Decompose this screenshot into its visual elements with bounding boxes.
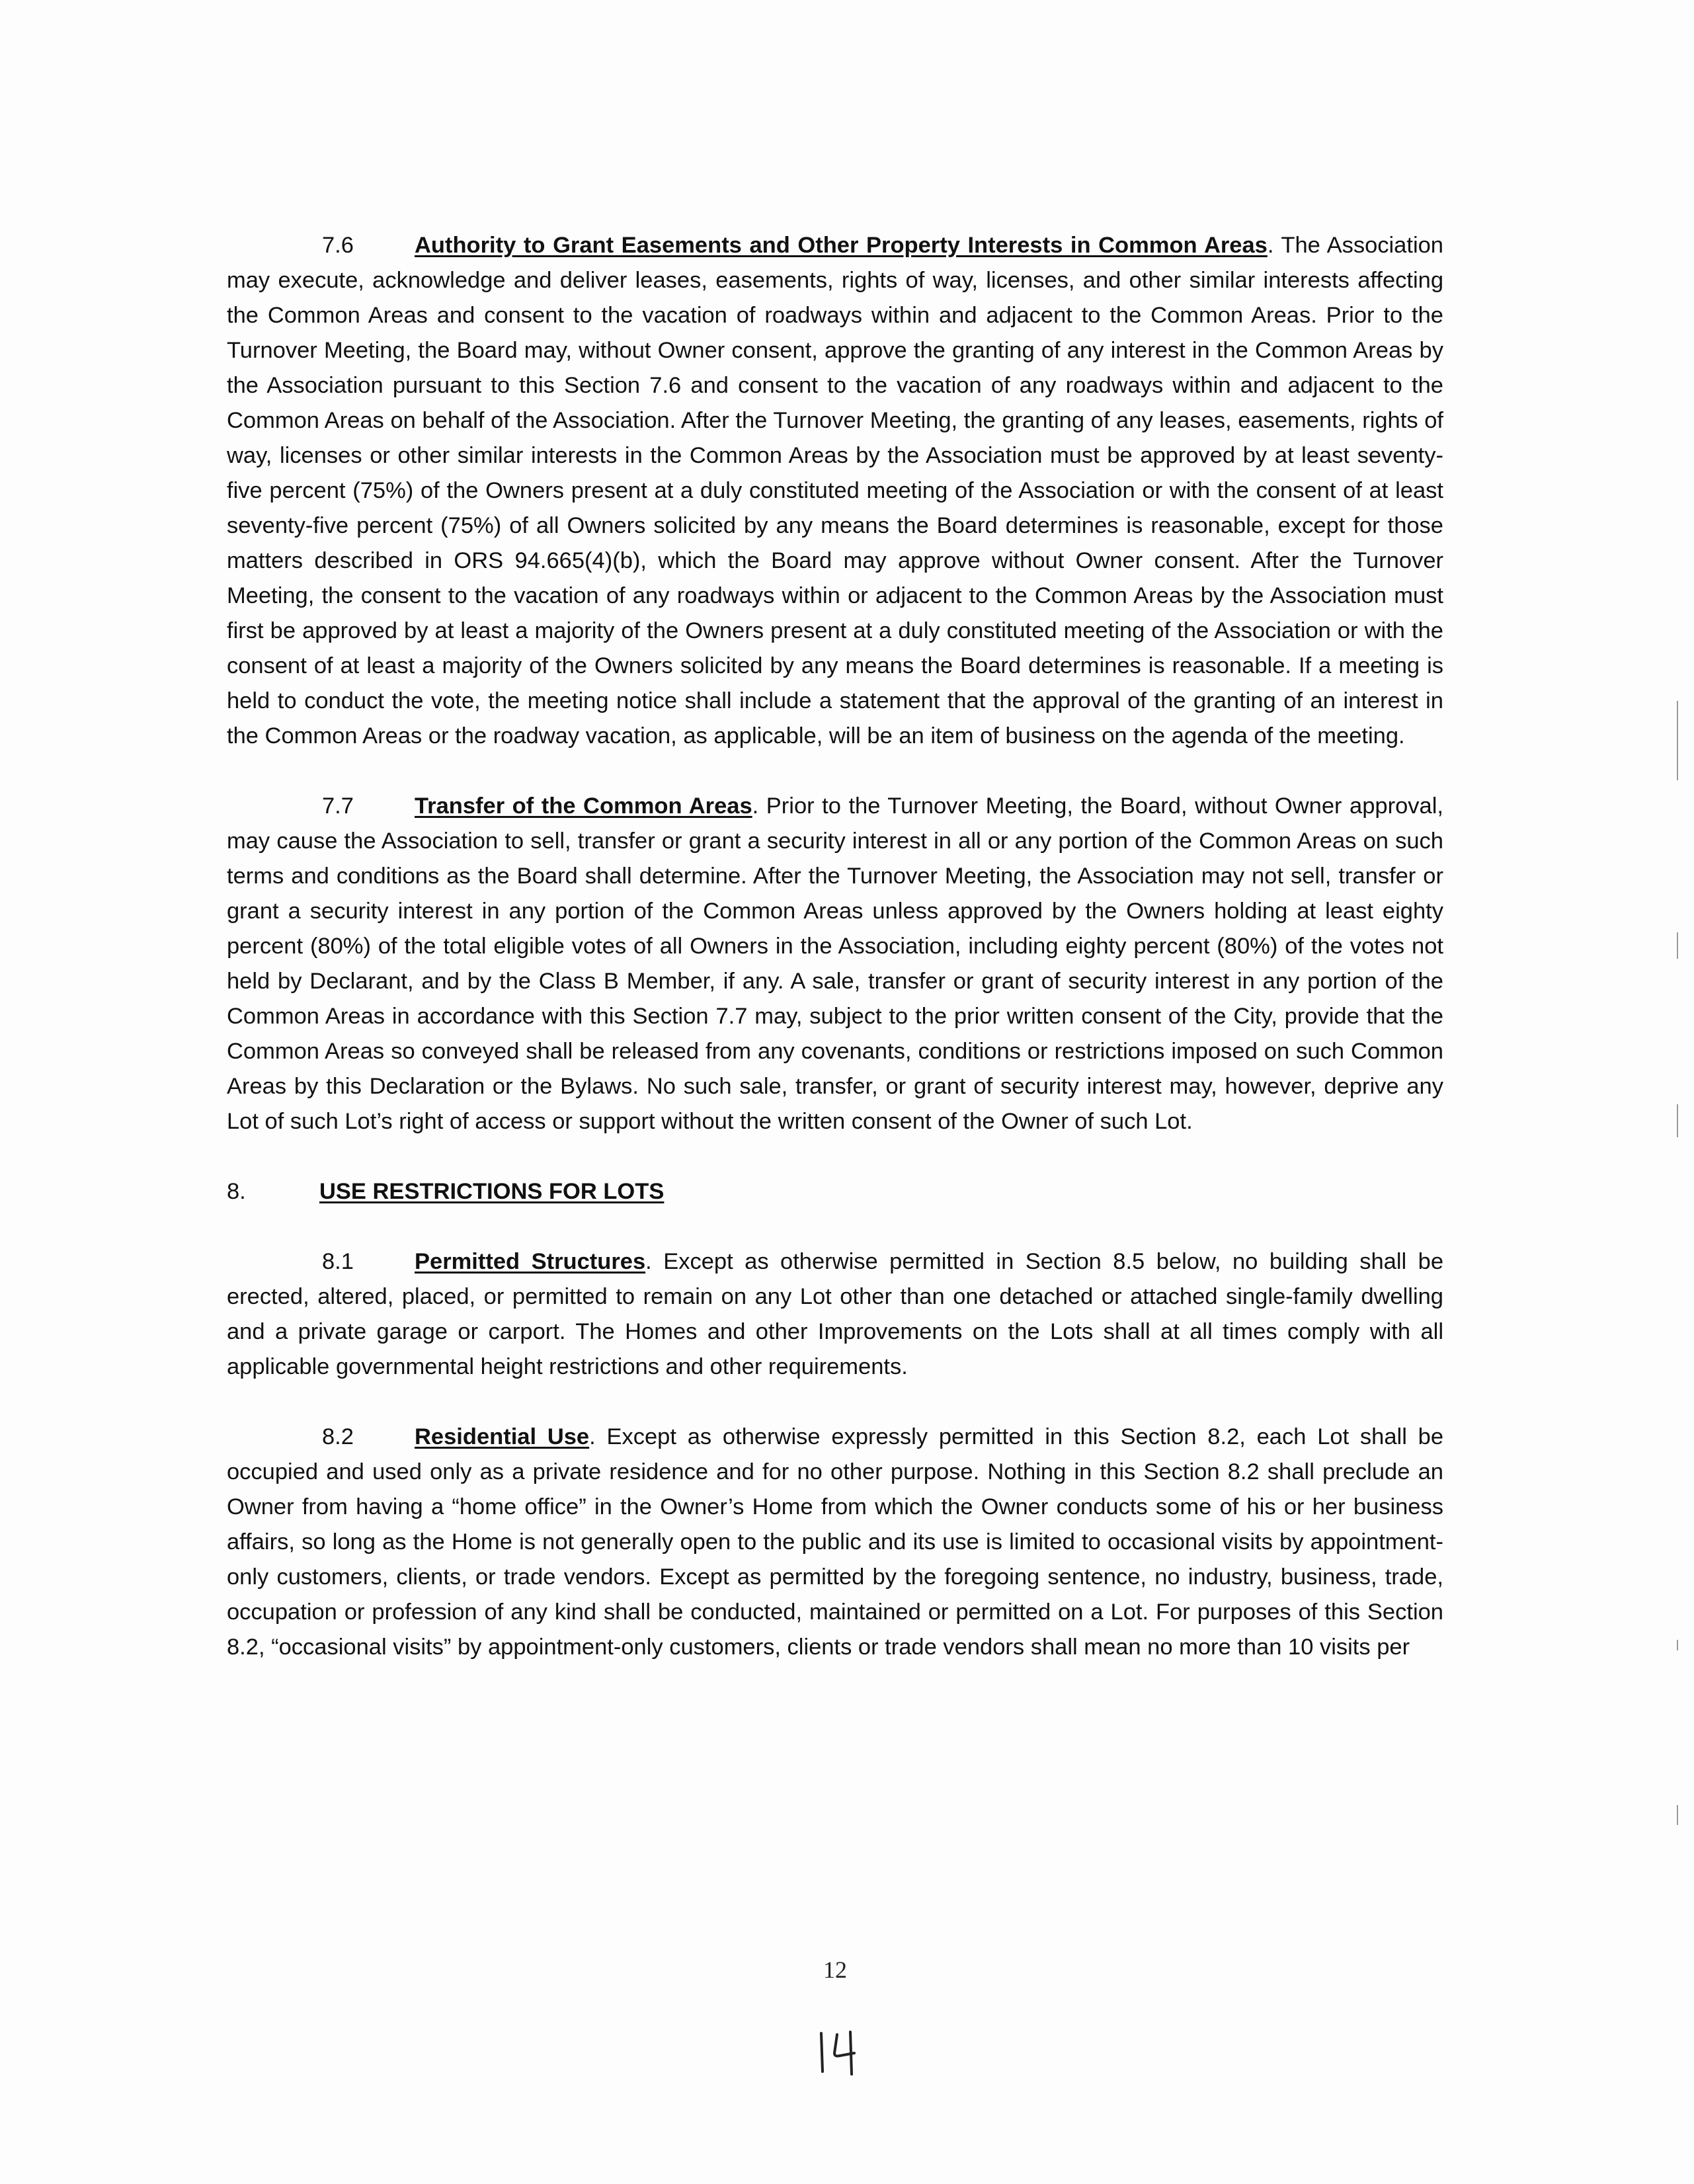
handwritten-page-number: [812, 2027, 871, 2080]
section-number: 8.1: [322, 1249, 354, 1274]
section-8-2: 8.2 Residential Use. Except as otherwise expressly permitted in this Section 8.2, each Lot shall be occupied and used only as a private residence and for no other purpose. Nothing in this Section 8.2 shall preclude an Owner from having a “home office” in the Owner’s Home from which the Owner conducts some of his or her business affairs, so long as the Home is not generally open to the public and its use is limited to occasional visits by appointment-only customers, clients, or trade vendors. Except as permitted by the foregoing sentence, no industry, business, trade, occupation or profession of any kind shall be conducted, maintained or permitted on a Lot. For purposes of this Section 8.2, “occasional visits” by appointment-only customers, clients or trade vendors shall mean no more than 10 visits per: [227, 1420, 1443, 1665]
section-8-heading: [227, 1174, 1443, 1209]
section-title: Authority to Grant Easements and Other Property Interests in Common Areas: [415, 233, 1268, 258]
scan-edge-mark: [1677, 701, 1678, 780]
section-body: Prior to the Turnover Meeting, the Board, without Owner approval, may cause the Association to sell, transfer or grant a security interest in all or any portion of the Common Areas on such terms and conditions as the Board shall determine. After the Turnover Meeting, the Association may not sell, transfer or grant a security interest in any portion of the Common Areas unless approved by the Owners holding at least eighty percent (80%) of the total eligible votes of all Owners in the Association, including eighty percent (80%) of the votes not held by Declarant, and by the Class B Member, if any. A sale, transfer or grant of security interest in any portion of the Common Areas in accordance with this Section 7.7 may, subject to the prior written consent of the City, provide that the Common Areas so conveyed shall be released from any covenants, conditions or restrictions imposed on such Common Areas by this Declaration or the Bylaws. No such sale, transfer, or grant of security interest may, however, deprive any Lot of such Lot’s right of access or support without the written consent of the Owner of such Lot.: [227, 793, 1443, 1134]
heading-title: USE RESTRICTIONS FOR LOTS: [319, 1179, 665, 1204]
scan-edge-mark: [1677, 1640, 1678, 1650]
section-number: 7.7: [322, 793, 354, 819]
page-number: 12: [823, 1957, 847, 1983]
section-7-7: 7.7 Transfer of the Common Areas. Prior to the Turnover Meeting, the Board, without Owner approval, may cause the Association to sell, transfer or grant a security interest in all or any portion of the Common Areas on such terms and conditions as the Board shall determine. After the Turnover Meeting, the Association may not sell, transfer or grant a security interest in any portion of the Common Areas unless approved by the Owners holding at least eighty percent (80%) of the total eligible votes of all Owners in the Association, including eighty percent (80%) of the votes not held by Declarant, and by the Class B Member, if any. A sale, transfer or grant of security interest in any portion of the Common Areas in accordance with this Section 7.7 may, subject to the prior written consent of the City, provide that the Common Areas so conveyed shall be released from any covenants, conditions or restrictions imposed on such Common Areas by this Declaration or the Bylaws. No such sale, transfer, or grant of security interest may, however, deprive any Lot of such Lot’s right of access or support without the written consent of the Owner of such Lot.: [227, 789, 1443, 1139]
section-title: Transfer of the Common Areas: [415, 793, 752, 819]
section-8-1: 8.1 Permitted Structures. Except as otherwise permitted in Section 8.5 below, no building shall be erected, altered, placed, or permitted to remain on any Lot other than one detached or attached single-family dwelling and a private garage or carport. The Homes and other Improvements on the Lots shall at all times comply with all applicable governmental height restrictions and other requirements.: [227, 1244, 1443, 1385]
section-body: Except as otherwise expressly permitted in this Section 8.2, each Lot shall be occupied and used only as a private residence and for no other purpose. Nothing in this Section 8.2 shall preclude an Owner from having a “home office” in the Owner’s Home from which the Owner conducts some of his or her business affairs, so long as the Home is not generally open to the public and its use is limited to occasional visits by appointment-only customers, clients, or trade vendors. Except as permitted by the foregoing sentence, no industry, business, trade, occupation or profession of any kind shall be conducted, maintained or permitted on a Lot. For purposes of this Section 8.2, “occasional visits” by appointment-only customers, clients or trade vendors shall mean no more than 10 visits per: [227, 1424, 1444, 1660]
scan-edge-mark: [1677, 932, 1678, 959]
section-body: Except as otherwise permitted in Section 8.5 below, no building shall be erected, altered, placed, or permitted to remain on any Lot other than one detached or attached single-family dwelling and a private garage or carport. The Homes and other Improvements on the Lots shall at all times comply with all applicable governmental height restrictions and other requirements.: [227, 1249, 1444, 1379]
heading-number: 8.: [227, 1179, 246, 1204]
section-title: Residential Use: [415, 1424, 590, 1449]
document-body: [227, 228, 1443, 1700]
scan-edge-mark: [1677, 1104, 1678, 1137]
section-number: 7.6: [322, 233, 354, 258]
scan-edge-mark: [1677, 1805, 1678, 1825]
section-title: Permitted Structures: [415, 1249, 646, 1274]
section-body: The Association may execute, acknowledge and deliver leases, easements, rights of way, licenses, and other similar interests affecting the Common Areas and consent to the vacation of roadways within and adjacent to the Common Areas. Prior to the Turnover Meeting, the Board may, without Owner consent, approve the granting of any interest in the Common Areas by the Association pursuant to this Section 7.6 and consent to the vacation of any roadways within and adjacent to the Common Areas on behalf of the Association. After the Turnover Meeting, the granting of any leases, easements, rights of way, licenses or other similar interests in the Common Areas by the Association must be approved by at least seventy-five percent (75%) of the Owners present at a duly constituted meeting of the Association or with the consent of at least seventy-five percent (75%) of all Owners solicited by any means the Board determines is reasonable, except for those matters described in ORS 94.665(4)(b), which the Board may approve without Owner consent. After the Turnover Meeting, the consent to the vacation of any roadways within or adjacent to the Common Areas by the Association must first be approved by at least a majority of the Owners present at a duly constituted meeting of the Association or with the consent of at least a majority of the Owners solicited by any means the Board determines is reasonable. If a meeting is held to conduct the vote, the meeting notice shall include a statement that the approval of the granting of an interest in the Common Areas or the roadway vacation, as applicable, will be an item of business on the agenda of the meeting.: [227, 233, 1443, 748]
section-number: 8.2: [322, 1424, 354, 1449]
section-7-6: 7.6 Authority to Grant Easements and Other Property Interests in Common Areas. The Association may execute, acknowledge and deliver leases, easements, rights of way, licenses, and other similar interests affecting the Common Areas and consent to the vacation of roadways within and adjacent to the Common Areas. Prior to the Turnover Meeting, the Board may, without Owner consent, approve the granting of any interest in the Common Areas by the Association pursuant to this Section 7.6 and consent to the vacation of any roadways within and adjacent to the Common Areas on behalf of the Association. After the Turnover Meeting, the granting of any leases, easements, rights of way, licenses or other similar interests in the Common Areas by the Association must be approved by at least seventy-five percent (75%) of the Owners present at a duly constituted meeting of the Association or with the consent of at least seventy-five percent (75%) of all Owners solicited by any means the Board determines is reasonable, except for those matters described in ORS 94.665(4)(b), which the Board may approve without Owner consent. After the Turnover Meeting, the consent to the vacation of any roadways within or adjacent to the Common Areas by the Association must first be approved by at least a majority of the Owners present at a duly constituted meeting of the Association or with the consent of at least a majority of the Owners solicited by any means the Board determines is reasonable. If a meeting is held to conduct the vote, the meeting notice shall include a statement that the approval of the granting of an interest in the Common Areas or the roadway vacation, as applicable, will be an item of business on the agenda of the meeting.: [227, 228, 1443, 754]
